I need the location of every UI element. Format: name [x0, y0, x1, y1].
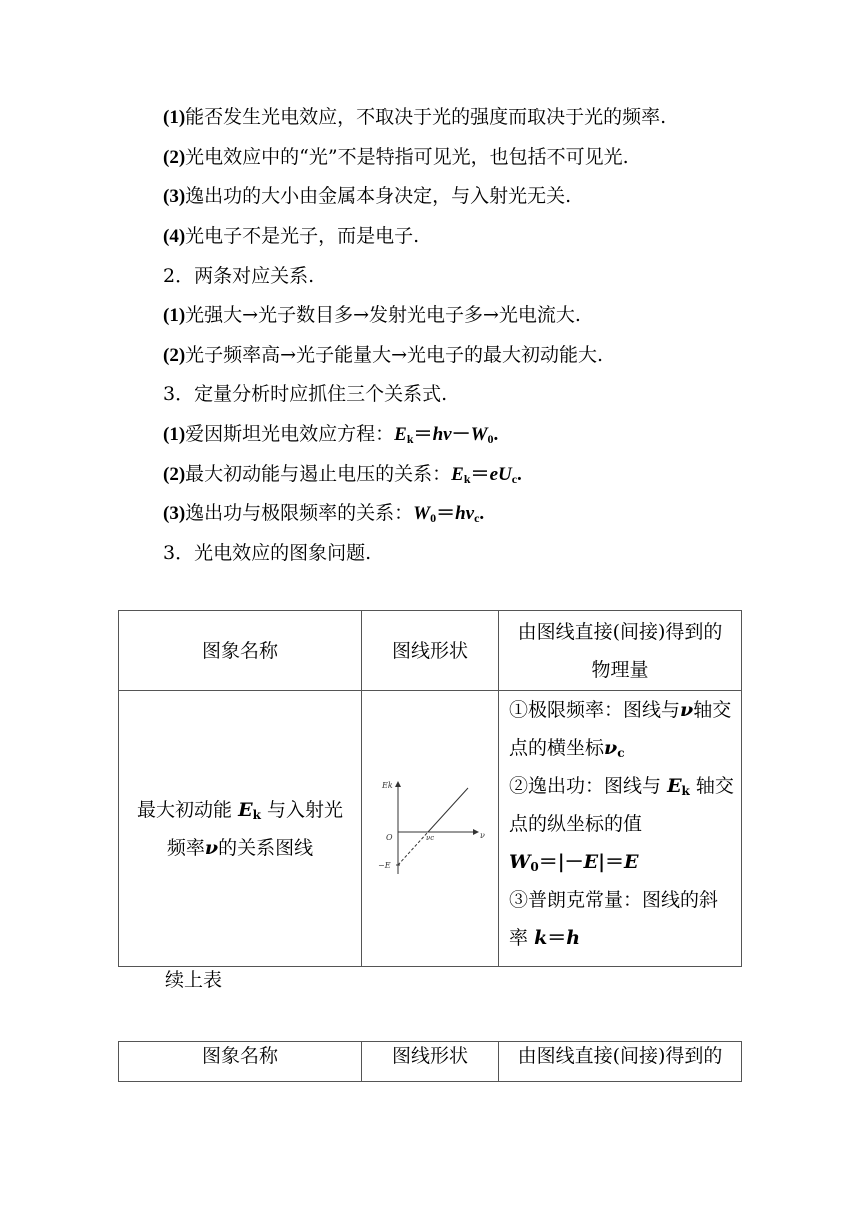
header-shape: 图线形状 [362, 611, 499, 691]
intercept-label: −E [378, 860, 391, 870]
continued-label: 续上表 [165, 969, 223, 991]
vc-label: νc [426, 833, 435, 842]
graph-table [118, 610, 742, 967]
y-axis-label: Ek [382, 780, 393, 790]
formula-1: (1)爱因斯坦光电效应方程：$E_k=h\nu-W_0$. [163, 423, 499, 446]
extension-dashed [398, 832, 428, 865]
statement-4: (4)光电子不是光子，而是电子. [163, 225, 420, 247]
row-name: 最大初动能 $E_k$ 与入射光 频率ν的关系图线 [119, 691, 362, 967]
formula-3: (3)逸出功与极限频率的关系：$W_0=h\nu_c$. [163, 502, 485, 525]
graph-line [428, 788, 468, 832]
relation-2: (2)光子频率高→光子能量大→光电子的最大初动能大. [163, 344, 604, 366]
formula-2: (2)最大初动能与遏止电压的关系：$E_k=eU_c$. [163, 463, 522, 486]
relation-1: (1)光强大→光子数目多→发射光电子多→光电流大. [163, 304, 581, 326]
header-name-2: 图象名称 [119, 1042, 362, 1082]
statement-3: (3)逸出功的大小由金属本身决定，与入射光无关. [163, 185, 572, 207]
section-3b-heading: 3．光电效应的图象问题. [163, 542, 372, 564]
section-3-heading: 3．定量分析时应抓住三个关系式. [163, 383, 448, 405]
graph-table-continued [118, 1041, 742, 1082]
quantity-cell: ①极限频率：图线与ν轴交 点的横坐标$\nu_c$ ②逸出功：图线与 $E_k$ 轴交 点的纵坐标的值 $W_0=|-E|=E$ ③普朗克常量：图线的斜 率 k＝h [499, 691, 742, 967]
header-name: 图象名称 [119, 611, 362, 691]
statement-1: (1)能否发生光电效应，不取决于光的强度而取决于光的频率. [163, 106, 667, 128]
section-2-heading: 2．两条对应关系. [163, 265, 315, 287]
ek-vs-frequency-graph [370, 774, 490, 884]
header-shape-2: 图线形状 [362, 1042, 499, 1082]
statement-2: (2)光电效应中的“光”不是特指可见光，也包括不可见光. [163, 146, 629, 168]
header-quantity: 由图线直接(间接)得到的 物理量 [499, 611, 742, 691]
x-axis-label: ν [480, 830, 485, 840]
origin-label: O [386, 832, 393, 842]
header-quantity-2: 由图线直接(间接)得到的 [499, 1042, 742, 1082]
graph-cell [362, 691, 499, 967]
